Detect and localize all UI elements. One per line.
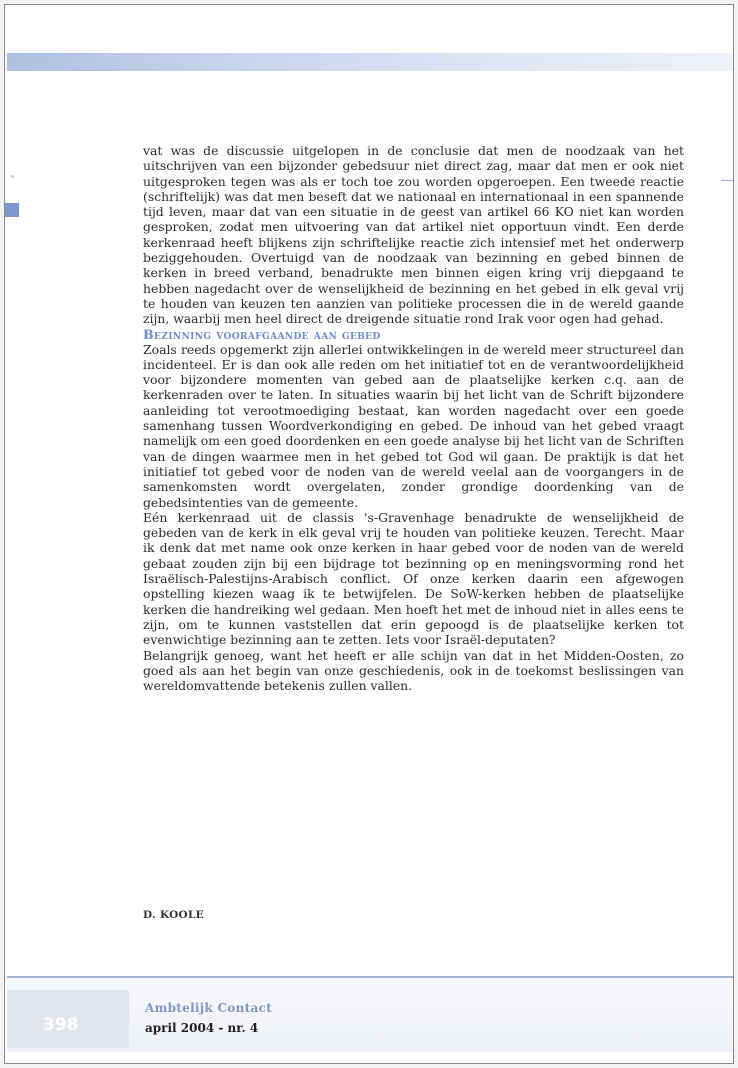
right-edge-tick bbox=[721, 180, 733, 181]
body-paragraph: Zoals reeds opgemerkt zijn allerlei ontwikkelingen in de wereld meer structureel dan incidenteel. Er is dan ook alle reden om het initiatief tot en de verantwoordelijkheid voor bijzondere momenten van gebed aan de plaatselijke kerken c.q. aan de kerkenraden over te laten. In situaties waarin bij het licht van de Schrift bijzondere aanleiding tot verootmoediging bestaat, kan worden nagedacht over een goede samenhang tussen Woordverkondiging en gebed. De inhoud van het gebed vraagt namelijk om een goed doordenken en een goede analyse bij het licht van de Schriften van de dingen waarmee men in het gebed tot God wil gaan. De praktijk is dat het initiatief tot gebed voor de noden van de wereld veelal aan de voorgangers in de samenkomsten wordt overgelaten, zonder grondige doordenking van de gebedsintenties van de gemeente. bbox=[143, 341, 684, 510]
footer-rule bbox=[7, 976, 734, 978]
header-band bbox=[7, 53, 734, 71]
article-body bbox=[143, 143, 684, 693]
margin-mark bbox=[11, 175, 14, 178]
issue-label: april 2004 - nr. 4 bbox=[145, 1021, 259, 1035]
page-number: 398 bbox=[43, 1015, 79, 1035]
section-heading: Bezinning voorafgaande aan gebed bbox=[143, 326, 381, 342]
author-signature: D. KOOLE bbox=[143, 909, 204, 921]
intro-paragraph: vat was de discussie uitgelopen in de conclusie dat men de noodzaak van het uitschrijven van een bijzonder gebedsuur niet direct zag, maar dat men er ook niet uitgesproken tegen was als er toch toe zou worden opgeroepen. Een tweede reactie (schriftelijk) was dat men beseft dat we nationaal en internationaal in een spannende tijd leven, maar dat van een situatie in de geest van artikel 66 KO niet kan worden gesproken, zodat men uitvoering van dat artikel niet opportuun vindt. Een derde kerkenraad heeft blijkens zijn schriftelijke reactie zich intensief met het onderwerp beziggehouden. Overtuigd van de noodzaak van bezinning en gebed binnen de kerken in breed verband, benadrukte men binnen eigen kring vrij diepgaand te hebben nagedacht over de wenselijkheid de bezinning en het gebed in elk geval vrij te houden van keuzen ten aanzien van politieke processen die in de wereld gaande zijn, waarbij men heel direct de dreigende situatie rond Irak voor ogen had gehad. bbox=[143, 143, 684, 327]
journal-title: Ambtelijk Contact bbox=[145, 1001, 273, 1015]
body-paragraph: Eén kerkenraad uit de classis 's-Gravenhage benadrukte de wenselijkheid de gebeden van de kerk in elk geval vrij te houden van politieke keuzen. Terecht. Maar ik denk dat met name ook onze kerken in haar gebed voor de noden van de wereld gebaat zouden zijn bij een bijdrage tot bezinning op en meningsvorming rond het Israëlisch-Palestijns-Arabisch conflict. Of onze kerken daarin een afgewogen opstelling kiezen waag ik te betwijfelen. De SoW-kerken hebben de plaatselijke kerken die handreiking wel gedaan. Men hoeft het met de inhoud niet in alles eens te zijn, om te kunnen vaststellen dat erin gepoogd is de plaatselijke kerken tot evenwichtige bezinning aan te zetten. Iets voor Israël-deputaten? bbox=[143, 509, 684, 648]
side-tab-marker bbox=[5, 203, 19, 217]
page bbox=[4, 4, 734, 1064]
body-paragraph: Belangrijk genoeg, want het heeft er alle schijn van dat in het Midden-Oosten, zo goed als aan het begin van onze geschiedenis, ook in de toekomst beslissingen van wereldomvattende betekenis zullen vallen. bbox=[143, 647, 684, 694]
